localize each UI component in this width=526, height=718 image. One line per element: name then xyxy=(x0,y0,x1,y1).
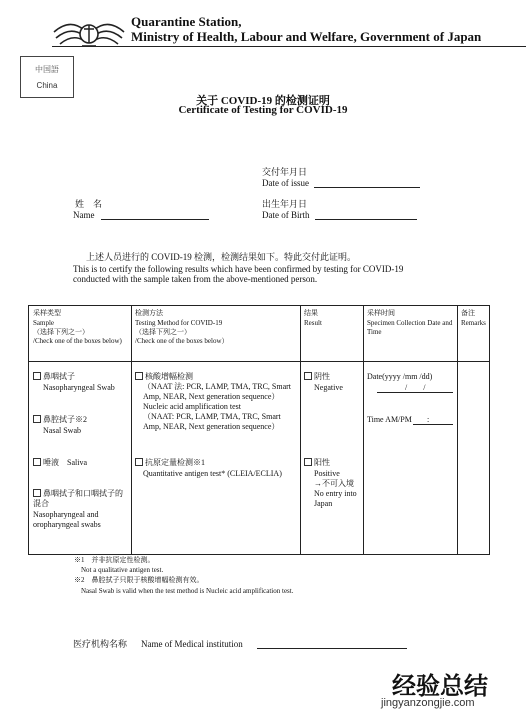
sample-option-nasal[interactable]: 鼻腔拭子※2 xyxy=(33,415,87,425)
watermark-brand: 经验总结 xyxy=(392,672,488,700)
sample-mixed-en-2: oropharyngeal swabs xyxy=(33,520,101,529)
result-option-negative[interactable]: 阴性 xyxy=(304,372,330,382)
checkbox-icon[interactable] xyxy=(304,372,312,380)
header-sample-select-en: /Check one of the boxes below) xyxy=(33,337,122,345)
footnote-2-en: Nasal Swab is valid when the test method is Nucleic acid amplification test. xyxy=(81,587,294,595)
birth-label-zh: 出生年月日 xyxy=(262,199,308,209)
method-option-naat[interactable]: 核酸增幅检测 xyxy=(135,372,193,382)
intro-zh: 上述人员进行的 COVID-19 检测，检测结果如下。特此交付此证明。 xyxy=(86,252,356,262)
sample-option-mixed[interactable]: 鼻咽拭子和口咽拭子的混合 xyxy=(33,489,123,508)
header-method-select-zh: （选择下列之一） xyxy=(135,328,191,336)
checkbox-icon[interactable] xyxy=(304,458,312,466)
country-label-zh: 中国語 xyxy=(35,65,59,74)
header-remarks-zh: 备注 xyxy=(461,309,475,317)
header-divider xyxy=(52,46,526,47)
title-zh: 关于 COVID-19 的检测证明 xyxy=(196,95,330,107)
method-naat-list-zh-1: （NAAT 法: PCR, LAMP, TMA, TRC, Smart xyxy=(143,382,292,391)
checkbox-icon[interactable] xyxy=(33,372,41,380)
sample-option-saliva[interactable]: 唾液 Saliva xyxy=(33,458,87,468)
footnote-1-zh: ※1 并非抗原定性检测。 xyxy=(74,556,155,564)
sample-option-nasopharyngeal[interactable]: 鼻咽拭子 xyxy=(33,372,75,382)
checkbox-icon[interactable] xyxy=(135,458,143,466)
institution-label-zh: 医疗机构名称 xyxy=(73,639,128,649)
result-positive-note-en-2: Japan xyxy=(314,499,333,508)
issue-date-label-zh: 交付年月日 xyxy=(262,167,308,177)
sample-nasopharyngeal-en: Nasopharyngeal Swab xyxy=(43,383,115,392)
method-naat-list-zh-2: Amp, NEAR, Next generation sequence） xyxy=(143,392,280,401)
institution-field[interactable] xyxy=(257,648,407,649)
header-remarks-en: Remarks xyxy=(461,319,486,327)
result-positive-note-zh: →不可入境 xyxy=(314,479,354,488)
ministry-name: Ministry of Health, Labour and Welfare, Government of Japan xyxy=(131,29,482,44)
method-naat-list-en-1: （NAAT: PCR, LAMP, TMA, TRC, Smart xyxy=(143,412,281,421)
intro-en-2: conducted with the sample taken from the above-mentioned person. xyxy=(73,274,318,284)
sample-nasal-en: Nasal Swab xyxy=(43,426,81,435)
quarantine-emblem-icon xyxy=(52,12,126,58)
header-sample-select-zh: （选择下列之一） xyxy=(33,328,89,336)
result-positive-note-en-1: No entry into xyxy=(314,489,357,498)
results-table xyxy=(28,305,490,555)
title-en: Certificate of Testing for COVID-19 xyxy=(178,104,348,116)
collection-time-field[interactable] xyxy=(413,424,453,425)
method-antigen-en: Quantitative antigen test* (CLEIA/ECLIA) xyxy=(143,469,282,478)
birth-field[interactable] xyxy=(315,219,417,220)
footnote-1-en: Not a qualitative antigen test. xyxy=(81,566,164,574)
collection-time-colon: : xyxy=(427,415,430,424)
checkbox-icon[interactable] xyxy=(33,458,41,466)
sample-mixed-en-1: Nasopharyngeal and xyxy=(33,510,99,519)
header-method-select-en: /Check one of the boxes below） xyxy=(135,337,229,345)
header-result-en: Result xyxy=(304,319,322,327)
result-option-positive[interactable]: 阳性 xyxy=(304,458,330,468)
name-label-zh: 姓 名 xyxy=(75,199,103,209)
collection-date-slashes: / / xyxy=(405,383,426,392)
header-sample-en: Sample xyxy=(33,319,54,327)
header-time-en: Specimen Collection Date and Time xyxy=(367,319,453,336)
intro-en-1: This is to certify the following results which have been confirmed by testing for COVID-19 xyxy=(73,264,404,274)
collection-date-label: Date(yyyy /mm /dd) xyxy=(367,372,433,381)
header-method-zh: 检测方法 xyxy=(135,309,163,317)
issue-date-label-en: Date of issue xyxy=(262,178,309,188)
result-negative-en: Negative xyxy=(314,383,343,392)
birth-label-en: Date of Birth xyxy=(262,210,310,220)
country-label-en: China xyxy=(36,81,58,90)
footnote-2-zh: ※2 鼻腔拭子只限于核酸增幅检测有效。 xyxy=(74,576,204,584)
name-field[interactable] xyxy=(101,219,209,220)
checkbox-icon[interactable] xyxy=(135,372,143,380)
collection-time-label: Time AM/PM xyxy=(367,415,412,424)
checkbox-icon[interactable] xyxy=(33,415,41,423)
header-time-zh: 采样时间 xyxy=(367,309,395,317)
header-method-en: Testing Method for COVID-19 xyxy=(135,319,223,327)
station-name: Quarantine Station, xyxy=(131,14,242,29)
method-option-antigen[interactable]: 抗原定量检测※1 xyxy=(135,458,205,468)
header-sample-zh: 采样类型 xyxy=(33,309,61,317)
name-label-en: Name xyxy=(73,210,95,220)
result-positive-en: Positive xyxy=(314,469,340,478)
header-result-zh: 结果 xyxy=(304,309,318,317)
institution-label-en: Name of Medical institution xyxy=(141,639,243,649)
checkbox-icon[interactable] xyxy=(33,489,41,497)
method-naat-list-en-2: Amp, NEAR, Next generation sequence） xyxy=(143,422,280,431)
issue-date-field[interactable] xyxy=(314,187,420,188)
method-naat-en: Nucleic acid amplification test xyxy=(143,402,241,411)
watermark-url: jingyanzongjie.com xyxy=(381,697,475,709)
collection-date-field[interactable] xyxy=(377,392,453,393)
